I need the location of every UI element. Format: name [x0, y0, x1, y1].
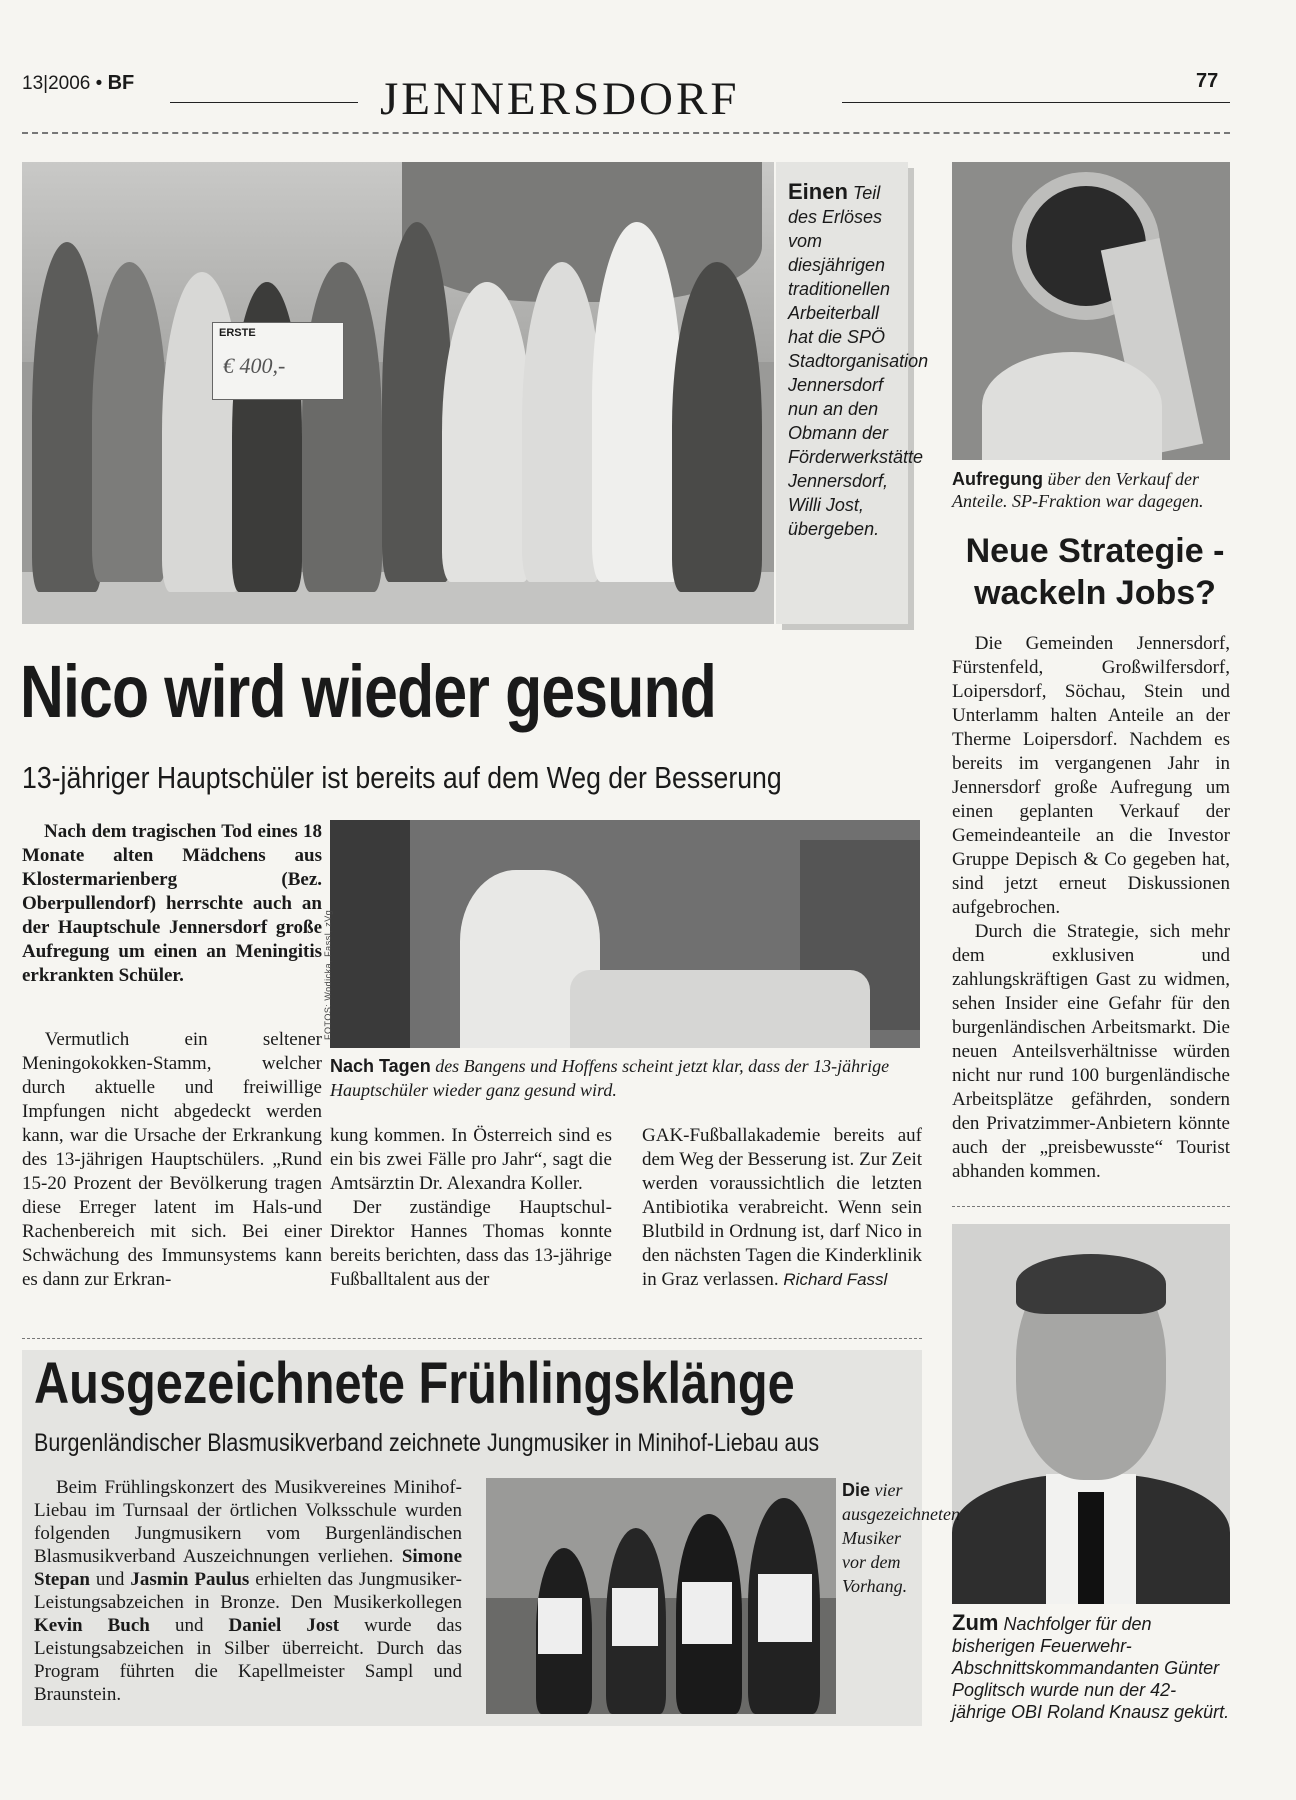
author-name: Richard Fassl	[783, 1270, 888, 1289]
main-lead: Nach dem tragischen Tod eines 18 Monate alten Mädchens aus Klostermarienberg (Bez. Oberpullendorf) herrschte auch an der Hauptschule Jennersdorf große Aufregung um einen an Meningitis erkrankten Schüler.	[22, 821, 322, 986]
portrait-caption	[952, 1612, 1230, 1723]
main-column-2	[330, 1124, 612, 1292]
text: und	[174, 1615, 204, 1636]
page-number: 77	[1196, 70, 1219, 92]
sidebar-divider	[952, 1206, 1230, 1207]
main-headline: Nico wird wieder gesund	[20, 650, 716, 733]
water-slide-caption	[952, 468, 1230, 512]
caption-lead: Die	[842, 1480, 871, 1500]
paragraph	[642, 1124, 922, 1292]
header-rule-left	[170, 102, 358, 103]
section-title: JENNERSDORF	[380, 73, 740, 125]
person	[442, 282, 532, 582]
musician-name: Kevin Buch	[34, 1615, 150, 1636]
certificate	[758, 1574, 812, 1642]
musician-name: Daniel Jost	[228, 1615, 340, 1636]
photo-credit: FOTOS: Wodicka, Fassl, zVg	[323, 909, 333, 1040]
portrait-photo	[952, 1224, 1230, 1604]
monitor-rack	[330, 820, 410, 1048]
bottom-subheadline: Burgenländischer Blasmusikverband zeichnete Jungmusiker in Minihof-Liebau aus	[34, 1429, 820, 1457]
musicians-caption	[842, 1478, 960, 1598]
caption-text: Nachfolger für den bisherigen Feuerwehr-Abschnittskommandanten Günter Poglitsch wurde nun der 42-jährige OBI Roland Knausz gekürt.	[952, 1614, 1230, 1722]
top-photo-caption-box	[776, 162, 929, 624]
paragraph: Durch die Strategie, sich mehr dem exklusiven und zahlungskräftigen Gast zu widmen, sehen Insider eine Gefahr für den burgenländischen Arbeitsmarkt. Die neuen Anteilsverhältnisse würden nicht nur rund 100 burgenländische Arbeitsplätze gefährden, sondern den Privatzimmer-Anbietern könnte auch der „preisbewusste“ Tourist abhanden kommen.	[952, 921, 1230, 1182]
sidebar-headline: Neue Strategie - wackeln Jobs?	[965, 532, 1225, 612]
text: erhielten das Jungmusiker-Leistungsabzeichen in Bronze. Den Musikerkollegen	[34, 1569, 463, 1613]
brand-logo: BF	[107, 72, 135, 94]
bottom-headline: Ausgezeichnete Frühlingsklänge	[34, 1351, 795, 1416]
hospital-photo	[330, 820, 920, 1048]
person	[92, 262, 167, 582]
hospital-photo-caption	[330, 1054, 900, 1102]
bottom-article-text	[34, 1476, 462, 1706]
bank-logo: ERSTE	[219, 327, 256, 339]
person	[162, 272, 242, 592]
tie	[1078, 1492, 1104, 1604]
main-subheadline: 13-jähriger Hauptschüler ist bereits auf dem Weg der Besserung	[22, 760, 782, 795]
donation-check	[212, 322, 344, 400]
certificate	[682, 1582, 732, 1644]
musician-name: Simone Stepan	[34, 1546, 463, 1590]
person	[672, 262, 762, 592]
patient-bed	[570, 970, 870, 1048]
certificate	[538, 1598, 582, 1654]
caption-lead: Nach Tagen	[330, 1056, 431, 1076]
person	[592, 222, 682, 582]
main-column-3	[642, 1124, 922, 1292]
person	[302, 262, 382, 592]
top-photo-caption	[788, 179, 929, 541]
musician-name: Jasmin Paulus	[130, 1569, 250, 1590]
text: Beim Frühlingskonzert des Musikvereines Minihof-Liebau im Turnsaal der örtlichen Volksschule wurden folgenden Jungmusikern vom Burgenländischen Blasmusikverband Auszeichnungen verliehen.	[34, 1477, 462, 1567]
musicians-photo	[486, 1478, 836, 1714]
check-amount: € 400,-	[223, 353, 286, 378]
caption-lead: Aufregung	[952, 469, 1043, 489]
text: wurde das Leistungsabzeichen in Silber überreicht. Durch das Program führten die Kapellmeister Sampl und Braunstein.	[34, 1615, 462, 1705]
bottom-divider	[22, 1338, 922, 1339]
main-column-1	[22, 1028, 322, 1292]
paragraph: Der zuständige Hauptschul-Direktor Hannes Thomas konnte bereits berichten, dass das 13-jährige Fußballtalent aus der	[330, 1197, 612, 1290]
text: und	[95, 1569, 125, 1590]
header-divider	[22, 132, 1230, 134]
caption-text: vier ausgezeichneten Musiker vor dem Vorhang.	[842, 1480, 960, 1596]
water-splash	[982, 352, 1162, 460]
caption-text: Teil des Erlöses vom diesjährigen traditionellen Arbeiterball hat die SPÖ Stadtorganisation Jennersdorf nun an den Obmann der Förderwerkstätte Jennersdorf, Willi Jost, übergeben.	[788, 183, 929, 539]
water-slide-photo	[952, 162, 1230, 460]
group-photo	[22, 162, 774, 624]
bullet-dot: •	[95, 73, 103, 94]
issue-label	[22, 72, 134, 95]
paragraph: Die Gemeinden Jennersdorf, Fürstenfeld, Großwilfersdorf, Loipersdorf, Söchau, Stein und Unterlamm halten Anteile an der Therme Loipersdorf. Nachdem es bereits im vergangenen Jahr in Jennersdorf große Aufregung um einen geplanten Verkauf der Gemeindeanteile an die Investor Gruppe Depisch & Co gegeben hat, sind jetzt erneut Diskussionen aufgebrochen.	[952, 633, 1230, 918]
person	[522, 262, 602, 582]
caption-text: des Bangens und Hoffens scheint jetzt klar, dass der 13-jährige Hauptschüler wieder ganz gesund wird.	[330, 1056, 890, 1100]
paragraph-text: GAK-Fußballakademie bereits auf dem Weg der Besserung ist. Zur Zeit werden voraussichtlich die letzten Antibiotika verabreicht. Wenn sein Blutbild in Ordnung ist, darf Nico in den nächsten Tagen die Kinderklinik in Graz verlassen.	[642, 1125, 922, 1290]
paragraph: Vermutlich ein seltener Meningokokken-Stamm, welcher durch aktuelle und freiwillige Impfungen nicht abgedeckt werden kann, war die Ursache der Erkrankung des 13-jährigen Hauptschülers. „Rund 15-20 Prozent der Bevölkerung tragen diese Erreger latent im Hals-und Rachenbereich mit sich. Bei einer Schwächung des Immunsystems kann es dann zur Erkran-	[22, 1029, 322, 1290]
caption-lead: Zum	[952, 1610, 999, 1635]
caption-text: über den Verkauf der Anteile. SP-Fraktion war dagegen.	[952, 469, 1204, 511]
hair	[1016, 1254, 1166, 1314]
certificate	[612, 1588, 658, 1646]
issue-number: 13|2006	[22, 73, 91, 94]
header-rule-right	[842, 102, 1230, 103]
sidebar-article	[952, 632, 1230, 1184]
paragraph: kung kommen. In Österreich sind es ein bis zwei Fälle pro Jahr“, sagt die Amtsärztin Dr. Alexandra Koller.	[330, 1125, 612, 1194]
caption-lead: Einen	[788, 179, 848, 204]
